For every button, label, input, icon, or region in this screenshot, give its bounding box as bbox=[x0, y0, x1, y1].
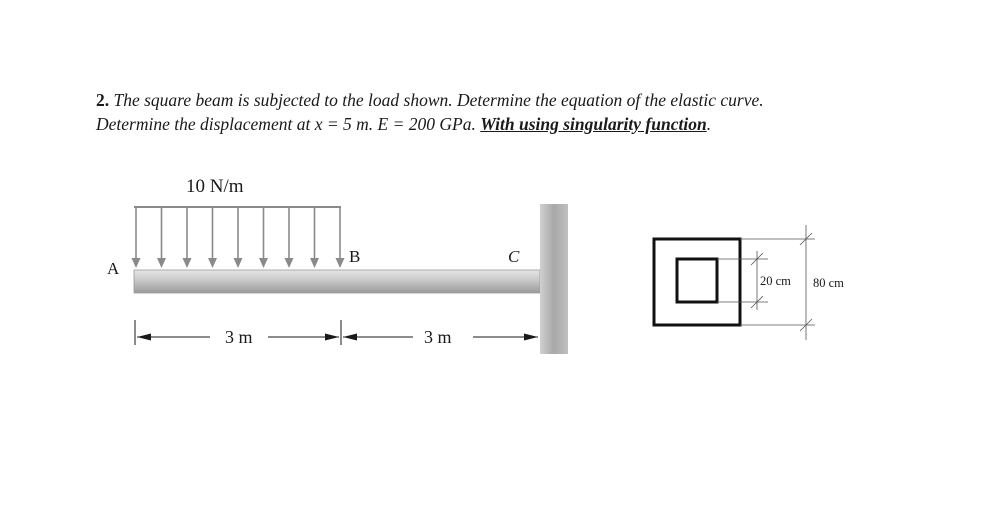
point-b-label: B bbox=[349, 247, 361, 266]
point-a-label: A bbox=[107, 259, 120, 278]
load-arrow-head bbox=[132, 258, 141, 268]
beam bbox=[134, 270, 540, 293]
dim-left-label: 3 m bbox=[225, 327, 253, 347]
inner-dim-label: 20 cm bbox=[760, 274, 791, 288]
load-arrow-head bbox=[310, 258, 319, 268]
load-arrow-head bbox=[208, 258, 217, 268]
outer-square bbox=[654, 239, 740, 325]
outer-dim-label: 80 cm bbox=[813, 276, 844, 290]
dimension-lines bbox=[135, 320, 538, 345]
fixed-support bbox=[540, 204, 568, 354]
load-arrow-head bbox=[285, 258, 294, 268]
problem-number: 2. bbox=[96, 90, 110, 110]
load-label: 10 N/m bbox=[186, 176, 244, 197]
problem-end: . bbox=[706, 114, 712, 134]
load-arrow-head bbox=[234, 258, 243, 268]
inner-square bbox=[677, 259, 717, 302]
distributed-load bbox=[132, 207, 345, 268]
problem-text-2: Determine the displacement at x = 5 m. E = 200 GPa. bbox=[96, 114, 476, 134]
load-arrow-head bbox=[157, 258, 166, 268]
dim-right-label: 3 m bbox=[424, 327, 452, 347]
load-arrow-head bbox=[259, 258, 268, 268]
load-arrow-head bbox=[183, 258, 192, 268]
load-arrow-head bbox=[336, 258, 345, 268]
problem-emphasis: With using singularity function bbox=[480, 114, 707, 134]
problem-text-1: The square beam is subjected to the load shown. Determine the equation of the elastic curve. bbox=[113, 90, 764, 110]
point-c-label: C bbox=[508, 247, 520, 266]
